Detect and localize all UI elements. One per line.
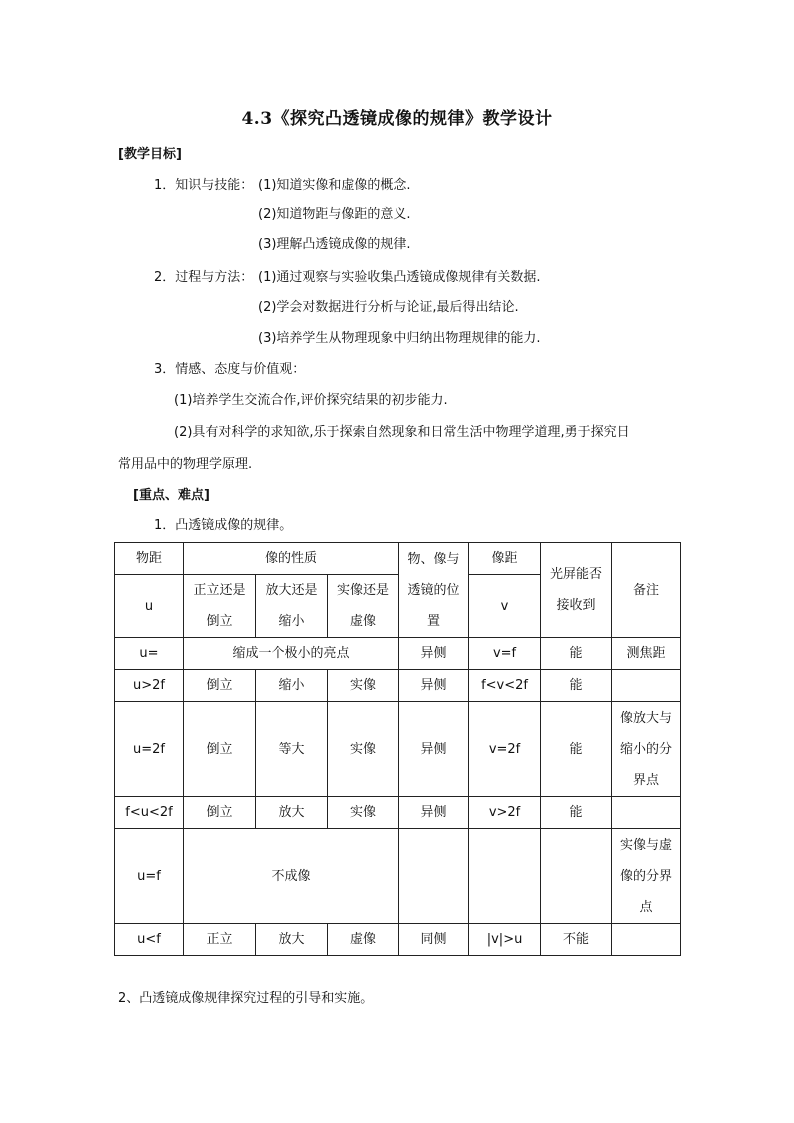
section-heading-goals: [教学目标] — [118, 147, 182, 162]
table-row — [115, 638, 681, 670]
cell-note — [612, 924, 681, 956]
cell-size: 放大 — [256, 797, 328, 829]
goal-2-item: (3)培养学生从物理现象中归纳出物理规律的能力. — [258, 331, 541, 346]
table-row — [115, 797, 681, 829]
header-u: u — [115, 575, 184, 638]
cell-screen — [541, 829, 612, 924]
cell-note: 测焦距 — [612, 638, 681, 670]
goal-1-item: (2)知道物距与像距的意义. — [258, 207, 411, 222]
header-position: 物、像与 透镜的位 置 — [399, 543, 469, 638]
cell-u: f<u<2f — [115, 797, 184, 829]
table-row — [115, 924, 681, 956]
cell-v: v=2f — [469, 702, 541, 797]
header-object-distance: 物距 — [115, 543, 184, 575]
cell-note: 像放大与 缩小的分 界点 — [612, 702, 681, 797]
goal-3-item: (1)培养学生交流合作,评价探究结果的初步能力. — [174, 393, 448, 408]
header-size: 放大还是 缩小 — [256, 575, 328, 638]
cell-size: 等大 — [256, 702, 328, 797]
cell-note — [612, 670, 681, 702]
cell-v — [469, 829, 541, 924]
header-v: v — [469, 575, 541, 638]
cell-position: 异侧 — [399, 638, 469, 670]
cell-u: u=2f — [115, 702, 184, 797]
cell-u: u<f — [115, 924, 184, 956]
cell-screen: 能 — [541, 702, 612, 797]
cell-upright: 倒立 — [184, 702, 256, 797]
header-upright: 正立还是 倒立 — [184, 575, 256, 638]
cell-position: 异侧 — [399, 702, 469, 797]
goal-1-label: 1．知识与技能： — [154, 178, 254, 193]
document-title: 4.3《探究凸透镜成像的规律》教学设计 — [241, 109, 553, 129]
table-row — [115, 702, 681, 797]
cell-u: u= — [115, 638, 184, 670]
cell-real: 实像 — [328, 702, 399, 797]
cell-screen: 不能 — [541, 924, 612, 956]
section-heading-key-points: [重点、难点] — [133, 488, 210, 503]
header-image-distance: 像距 — [469, 543, 541, 575]
cell-real: 实像 — [328, 797, 399, 829]
header-real-virtual: 实像还是 虚像 — [328, 575, 399, 638]
cell-upright: 正立 — [184, 924, 256, 956]
cell-screen: 能 — [541, 797, 612, 829]
goal-2-item: (1)通过观察与实验收集凸透镜成像规律有关数据. — [258, 270, 541, 285]
cell-nature: 缩成一个极小的亮点 — [184, 638, 399, 670]
table-row — [115, 829, 681, 924]
cell-upright: 倒立 — [184, 797, 256, 829]
cell-u: u>2f — [115, 670, 184, 702]
header-note: 备注 — [612, 543, 681, 638]
cell-v: v=f — [469, 638, 541, 670]
table-row — [115, 670, 681, 702]
cell-note — [612, 797, 681, 829]
cell-screen: 能 — [541, 670, 612, 702]
cell-screen: 能 — [541, 638, 612, 670]
cell-upright: 倒立 — [184, 670, 256, 702]
goal-2-item: (2)学会对数据进行分析与论证,最后得出结论. — [258, 300, 519, 315]
lens-rules-table — [114, 542, 681, 956]
goal-2-label: 2．过程与方法： — [154, 270, 254, 285]
cell-v: |v|>u — [469, 924, 541, 956]
goal-3-item-continued: 常用品中的物理学原理. — [118, 457, 253, 472]
cell-nature: 不成像 — [184, 829, 399, 924]
cell-v: f<v<2f — [469, 670, 541, 702]
cell-size: 放大 — [256, 924, 328, 956]
cell-size: 缩小 — [256, 670, 328, 702]
cell-note: 实像与虚 像的分界 点 — [612, 829, 681, 924]
cell-real: 虚像 — [328, 924, 399, 956]
header-image-nature: 像的性质 — [184, 543, 399, 575]
cell-position: 异侧 — [399, 670, 469, 702]
key-point-1: 1．凸透镜成像的规律。 — [154, 518, 293, 533]
cell-v: v>2f — [469, 797, 541, 829]
goal-3-item: (2)具有对科学的求知欲,乐于探索自然现象和日常生活中物理学道理,勇于探究日 — [174, 425, 630, 440]
cell-u: u=f — [115, 829, 184, 924]
header-screen: 光屏能否 接收到 — [541, 543, 612, 638]
cell-position — [399, 829, 469, 924]
goal-3-label: 3．情感、态度与价值观： — [154, 362, 306, 377]
cell-position: 同侧 — [399, 924, 469, 956]
goal-1-item: (3)理解凸透镜成像的规律. — [258, 237, 411, 252]
cell-real: 实像 — [328, 670, 399, 702]
key-point-2: 2、凸透镜成像规律探究过程的引导和实施。 — [118, 991, 374, 1006]
cell-position: 异侧 — [399, 797, 469, 829]
goal-1-item: (1)知道实像和虚像的概念. — [258, 178, 411, 193]
